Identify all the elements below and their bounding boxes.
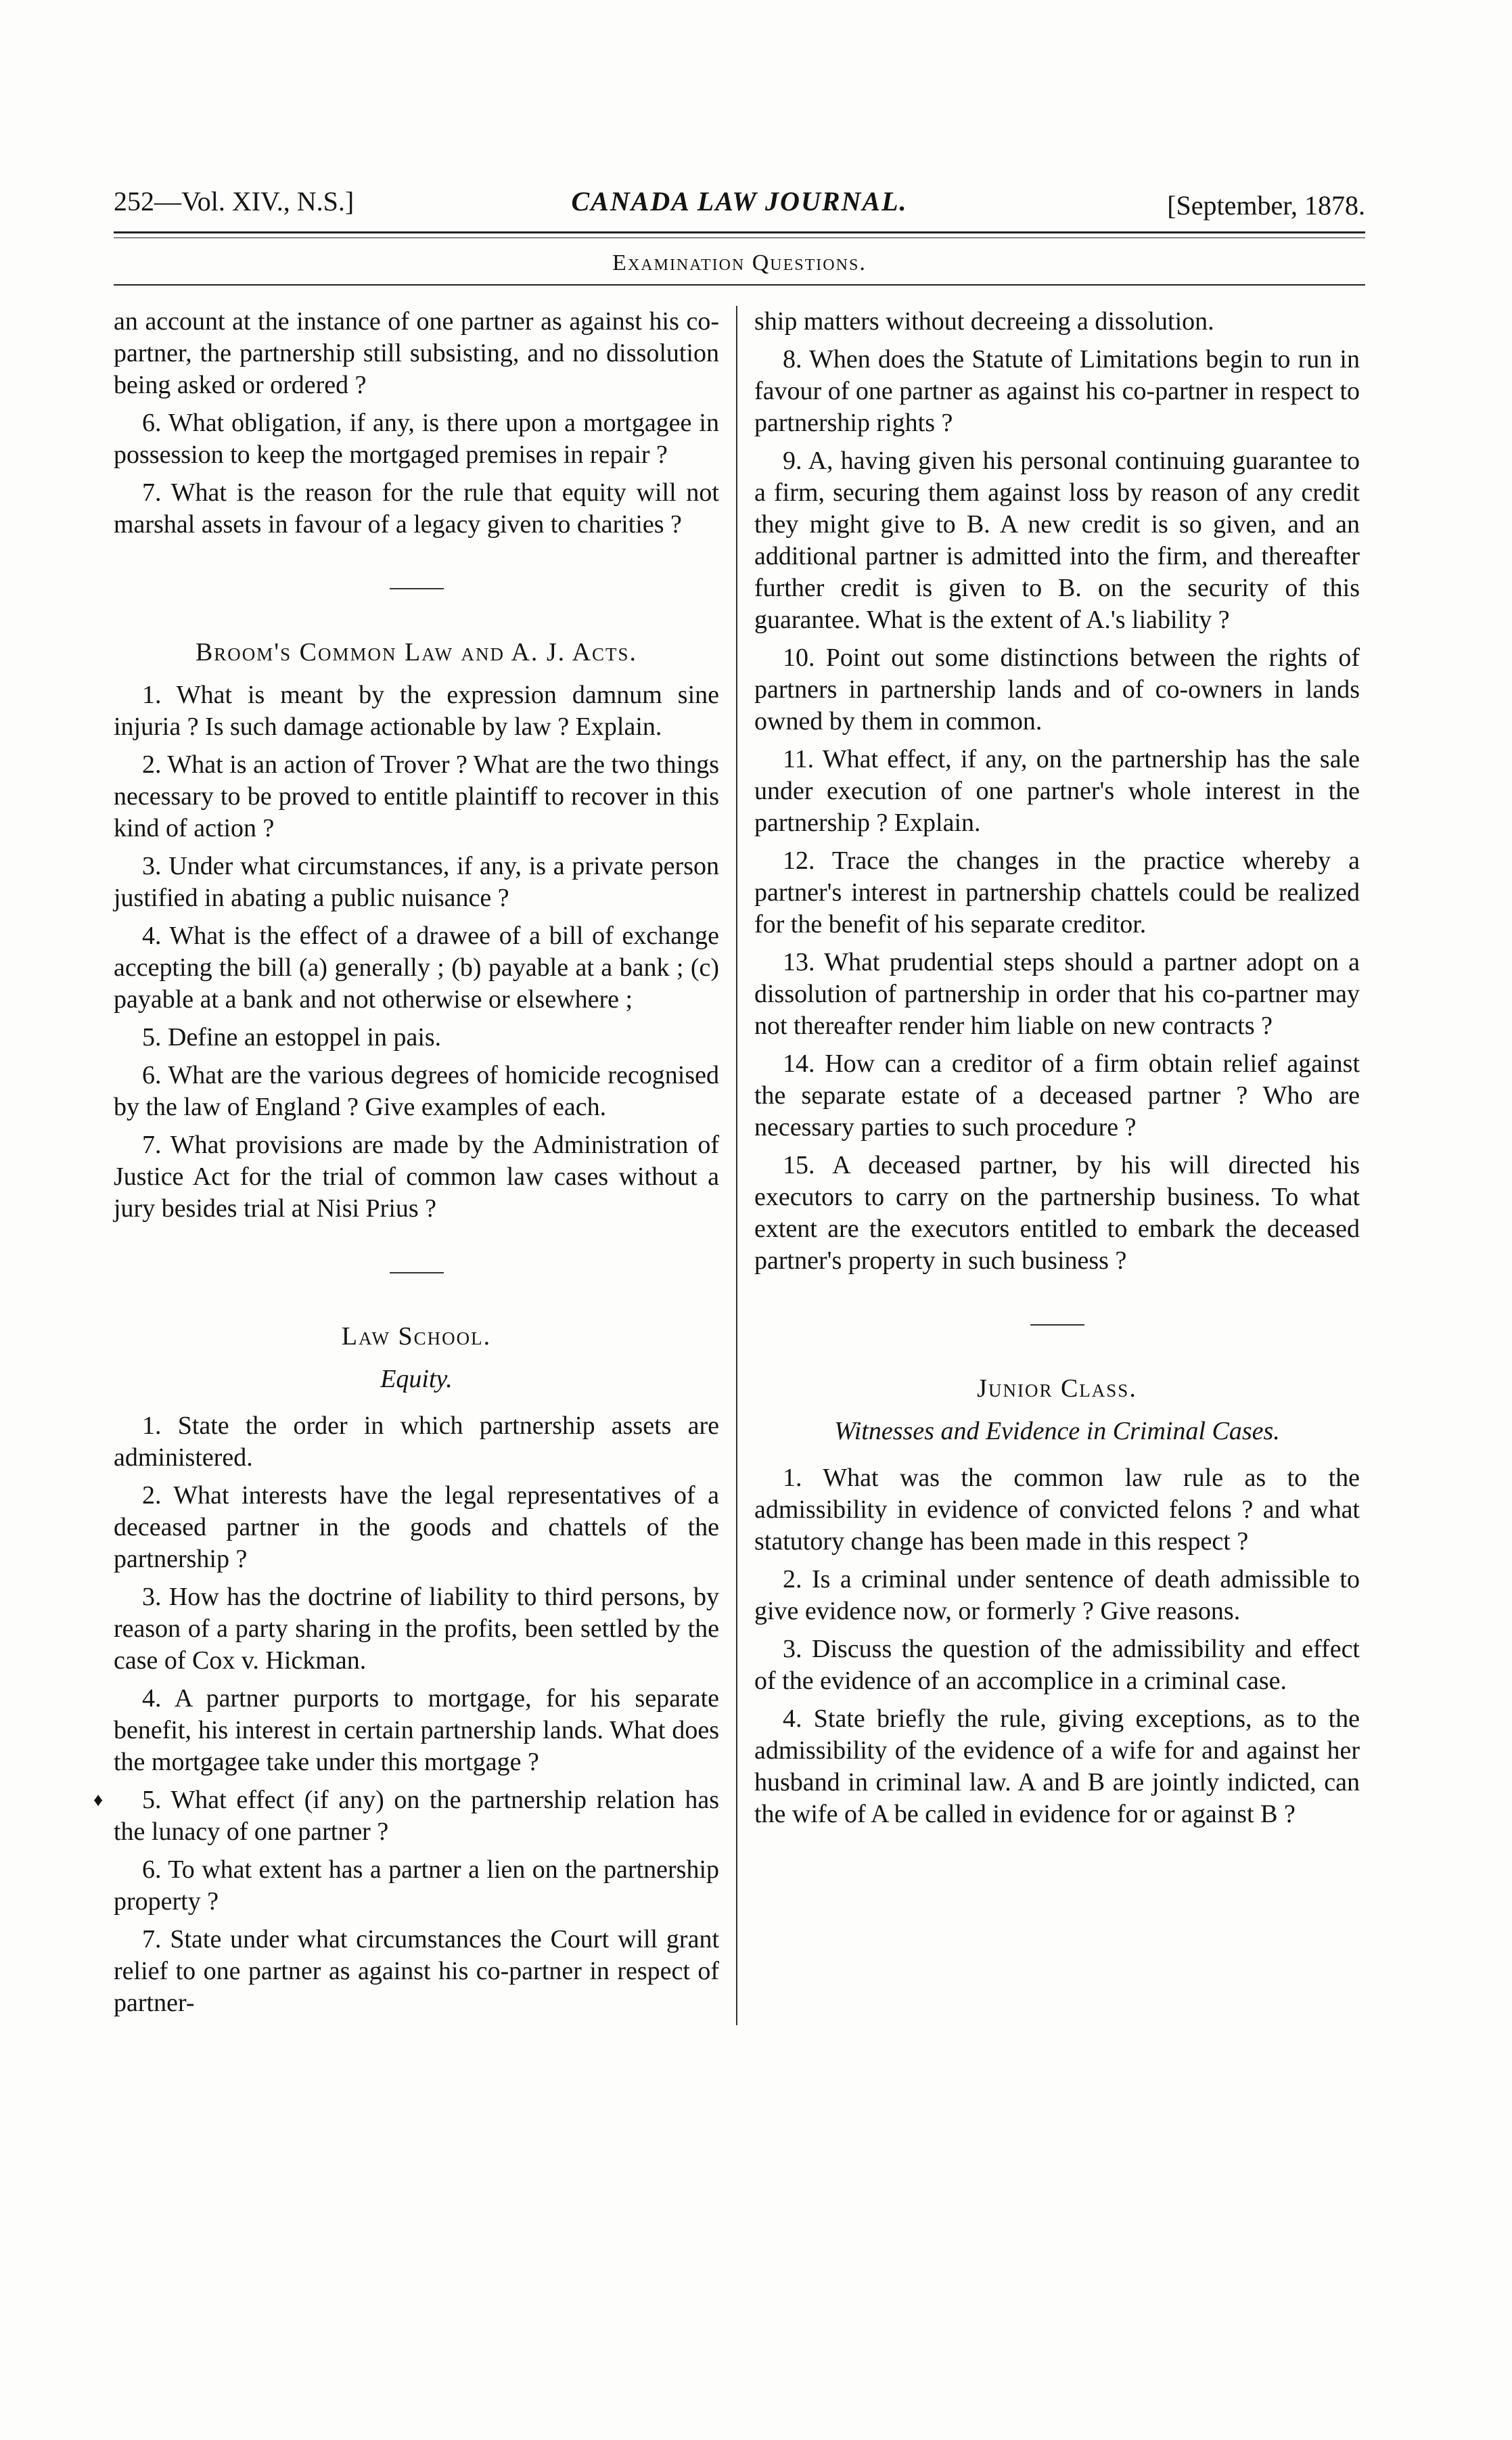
witnesses-heading: Witnesses and Evidence in Criminal Cases. <box>834 1417 1280 1445</box>
question-paragraph: 10. Point out some distinctions between the rights of partners in partnership lands and of co-owners in lands owned by them in common. <box>754 643 1360 736</box>
question-paragraph: 6. What are the various degrees of homicide recognised by the law of England ? Give examples of each. <box>114 1061 719 1121</box>
header-date: [September, 1878. <box>1167 190 1365 221</box>
section-subheader: Examination Questions. <box>612 250 867 275</box>
question-paragraph: 1. What is meant by the expression damnum sine injuria ? Is such damage actionable by law ? Explain. <box>114 681 719 741</box>
two-column-body <box>93 306 1365 2025</box>
question-paragraph: 2. What is an action of Trover ? What are the two things necessary to be proved to entitle plaintiff to recover in this kind of action ? <box>114 750 719 842</box>
question-paragraph: 6. To what extent has a partner a lien on the partnership property ? <box>114 1855 719 1916</box>
left-column <box>93 306 736 2025</box>
broom-heading: Broom's Common Law and A. J. Acts. <box>195 638 638 667</box>
question-paragraph: 2. Is a criminal under sentence of death admissible to give evidence now, or formerly ? Give reasons. <box>754 1565 1360 1625</box>
header-double-rule <box>114 231 1365 238</box>
question-paragraph: 7. What is the reason for the rule that equity will not marshal assets in favour of a legacy given to charities ? <box>114 478 719 539</box>
question-text: 5. What effect (if any) on the partnership relation has the lunacy of one partner ? <box>114 1786 719 1846</box>
question-paragraph: 3. Under what circumstances, if any, is a private person justified in abating a public nuisance ? <box>114 852 719 912</box>
page <box>93 177 1365 2025</box>
question-paragraph: 9. A, having given his personal continuing guarantee to a firm, securing them against loss by reason of any credit they might give to B. A new credit is so given, and an additional partner is admitted into the firm, and thereafter further credit is given to B. on the security of this guarantee. What is the extent of A.'s liability ? <box>754 447 1360 634</box>
question-paragraph: 4. What is the effect of a drawee of a bill of exchange accepting the bill (a) generally ; (b) payable at a bank ; (c) payable at a bank and not otherwise or elsewhere ; <box>114 922 719 1014</box>
question-paragraph: 4. State briefly the rule, giving exceptions, as to the admissibility of the evidence of a wife for and against her husband in criminal law. A and B are jointly indicted, can the wife of A be called in evidence for or against B ? <box>754 1704 1360 1828</box>
section-divider <box>1030 1324 1084 1326</box>
question-paragraph: 1. What was the common law rule as to the admissibility in evidence of convicted felons ? and what statutory change has been made in this respect ? <box>754 1464 1360 1556</box>
running-header <box>114 177 1365 231</box>
question-paragraph: 4. A partner purports to mortgage, for his separate benefit, his interest in certain partnership lands. What does the mortgagee take under this mortgage ? <box>114 1684 719 1776</box>
question-paragraph: 11. What effect, if any, on the partnership has the sale under execution of one partner's whole interest in the partnership ? Explain. <box>754 745 1360 837</box>
question-paragraph: 7. What provisions are made by the Administration of Justice Act for the trial of common law cases without a jury besides trial at Nisi Prius ? <box>114 1131 719 1223</box>
question-paragraph: 15. A deceased partner, by his will directed his executors to carry on the partnership business. To what extent are the executors entitled to embark the deceased partner's property in such business ? <box>754 1151 1360 1275</box>
header-journal-title: CANADA LAW JOURNAL. <box>571 186 908 217</box>
question-paragraph: 7. State under what circumstances the Court will grant relief to one partner as against his co-partner in respect of partner- <box>114 1925 719 2017</box>
question-paragraph: 5. Define an estoppel in pais. <box>142 1023 442 1052</box>
question-paragraph: 3. Discuss the question of the admissibility and effect of the evidence of an accomplice in a criminal case. <box>754 1635 1360 1695</box>
question-paragraph: 13. What prudential steps should a partner adopt on a dissolution of partnership in order that his co-partner may not thereafter render him liable on new contracts ? <box>754 948 1360 1040</box>
left-intro-paragraph: an account at the instance of one partner as against his co-partner, the partnership still subsisting, and no dissolution being asked or ordered ? <box>114 307 719 399</box>
question-paragraph: 2. What interests have the legal representatives of a deceased partner in the goods and chattels of the partnership ? <box>114 1481 719 1573</box>
question-paragraph: 8. When does the Statute of Limitations begin to run in favour of one partner as against his co-partner in respect to partnership rights ? <box>754 345 1360 437</box>
section-divider <box>390 1272 444 1273</box>
equity-heading: Equity. <box>380 1365 453 1393</box>
margin-mark-icon: ♦ <box>93 1790 104 1811</box>
junior-class-heading: Junior Class. <box>977 1374 1137 1403</box>
question-paragraph: 6. What obligation, if any, is there upon a mortgagee in possession to keep the mortgaged premises in repair ? <box>114 409 719 469</box>
law-school-heading: Law School. <box>341 1322 492 1351</box>
section-divider <box>390 588 444 589</box>
header-volume: 252—Vol. XIV., N.S.] <box>114 186 354 217</box>
subheader-rule <box>114 284 1365 286</box>
question-paragraph: 3. How has the doctrine of liability to third persons, by reason of a party sharing in the profits, been settled by the case of Cox v. Hickman. <box>114 1583 719 1675</box>
question-paragraph: 14. How can a creditor of a firm obtain relief against the separate estate of a deceased partner ? Who are necessary parties to such procedure ? <box>754 1049 1360 1142</box>
question-paragraph <box>93 1784 719 1848</box>
right-intro-paragraph: ship matters without decreeing a dissolution. <box>754 307 1214 336</box>
question-paragraph: 12. Trace the changes in the practice whereby a partner's interest in partnership chattels could be realized for the benefit of his separate creditor. <box>754 846 1360 939</box>
right-column <box>736 306 1360 2025</box>
question-paragraph: 1. State the order in which partnership assets are administered. <box>114 1411 719 1472</box>
